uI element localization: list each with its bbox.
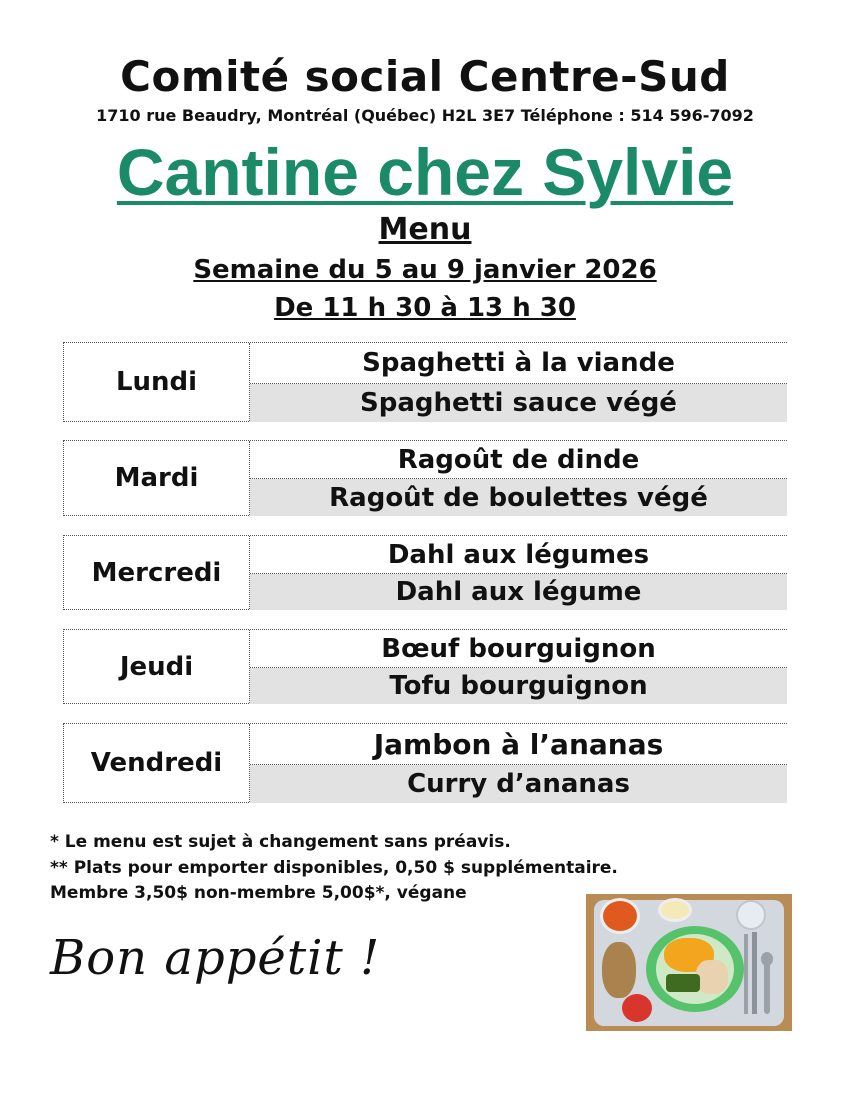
dessert-cup [658, 898, 692, 922]
bon-appetit-closing: Bon appétit ! [50, 930, 381, 986]
meat-portion [696, 960, 728, 994]
dish-vegetarian: Dahl aux légume [250, 574, 787, 610]
day-name: Vendredi [64, 724, 250, 802]
organization-address: 1710 rue Beaudry, Montréal (Québec) H2L 3E7 Téléphone : 514 596-7092 [96, 106, 754, 125]
day-table-monday [63, 342, 787, 422]
takeout-notice: ** Plats pour emporter disponibles, 0,50 $ supplémentaire. [50, 858, 618, 878]
day-name: Mardi [64, 441, 250, 515]
day-table-tuesday [63, 440, 787, 516]
day-table-friday [63, 723, 787, 803]
dish-vegetarian: Ragoût de boulettes végé [250, 479, 787, 516]
dish-main: Spaghetti à la viande [250, 343, 787, 384]
dish-vegetarian: Spaghetti sauce végé [250, 384, 787, 422]
apple [622, 994, 652, 1022]
dish-main: Jambon à l’ananas [250, 724, 787, 765]
dish-main: Ragoût de dinde [250, 441, 787, 479]
organization-name: Comité social Centre-Sud [120, 52, 730, 101]
bread-slice [602, 942, 636, 998]
week-dates: Semaine du 5 au 9 janvier 2026 [193, 255, 657, 285]
dish-vegetarian: Curry d’ananas [250, 765, 787, 803]
knife-icon [752, 932, 757, 1014]
dish-vegetarian: Tofu bourguignon [250, 668, 787, 704]
day-table-wednesday [63, 535, 787, 610]
day-table-thursday [63, 629, 787, 704]
dish-main: Dahl aux légumes [250, 536, 787, 574]
day-name: Jeudi [64, 630, 250, 703]
cantine-title: Cantine chez Sylvie [116, 135, 734, 209]
green-beans [666, 974, 700, 992]
meal-tray-photo [586, 894, 792, 1031]
water-glass [736, 900, 766, 930]
spoon-icon [764, 958, 770, 1014]
carrot-salad-bowl [600, 898, 640, 934]
dish-main: Bœuf bourguignon [250, 630, 787, 668]
fork-icon [744, 934, 748, 1014]
service-hours: De 11 h 30 à 13 h 30 [274, 293, 576, 323]
menu-heading: Menu [378, 212, 472, 247]
day-name: Mercredi [64, 536, 250, 609]
change-notice: * Le menu est sujet à changement sans préavis. [50, 832, 511, 852]
day-name: Lundi [64, 343, 250, 421]
price-info: Membre 3,50$ non-membre 5,00$*, végane [50, 883, 467, 903]
